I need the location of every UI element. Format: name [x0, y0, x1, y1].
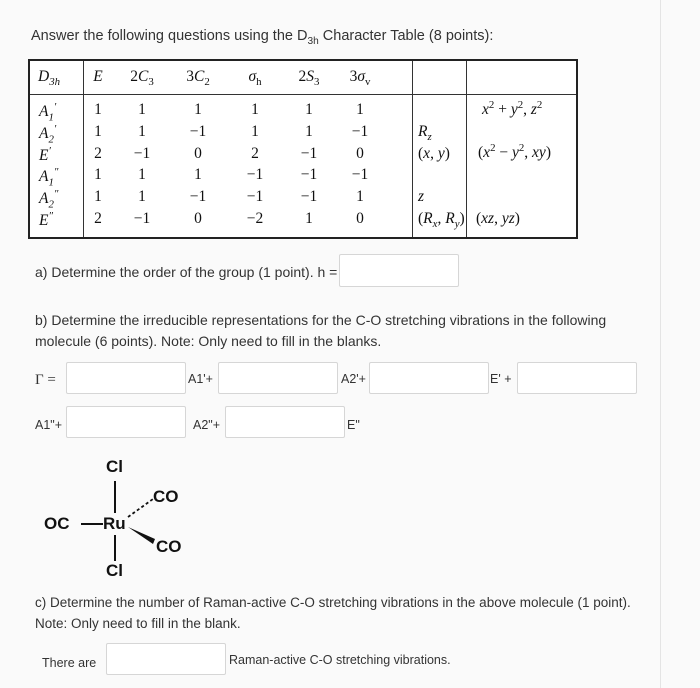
gamma-input-a1p[interactable] [66, 362, 186, 394]
linear-function: (x, y) [418, 145, 450, 162]
character-value: 1 [138, 123, 146, 140]
character-value: 1 [94, 123, 102, 140]
character-value: 2 [251, 145, 259, 162]
page-edge [660, 0, 661, 688]
character-value: 2 [94, 145, 102, 162]
linear-function: $R_z$ [418, 123, 432, 144]
prompt-text: Answer the following questions using the [31, 28, 297, 44]
carbonyl-left: OC [44, 514, 70, 533]
ruthenium-center: Ru [103, 514, 126, 533]
table-header-4: $\sigma_h$ [248, 68, 262, 89]
character-value: −1 [300, 166, 318, 183]
chloride-top: Cl [106, 457, 123, 476]
prompt-text-end: Character Table (8 points): [318, 28, 494, 44]
character-value: 0 [356, 210, 364, 227]
linear-function: ($R_x$, $R_y$) [418, 210, 465, 231]
table-header-6: $3\sigma_v$ [349, 68, 371, 89]
character-value: −1 [189, 123, 207, 140]
order-input[interactable] [339, 254, 459, 287]
gamma-input-ep[interactable] [369, 362, 489, 394]
character-value: 1 [356, 188, 364, 205]
character-value: 2 [94, 210, 102, 227]
chloride-bottom: Cl [106, 561, 123, 580]
irrep-label: $A_2''$ [39, 188, 59, 211]
character-value: −1 [300, 145, 318, 162]
e-double-prime-label: E" [347, 418, 360, 432]
character-value: 1 [305, 210, 313, 227]
character-value: 1 [138, 166, 146, 183]
character-value: 1 [305, 101, 313, 118]
character-value: −1 [133, 145, 151, 162]
character-value: −1 [300, 188, 318, 205]
table-header-2: $2C_3$ [130, 68, 154, 89]
character-value: 1 [194, 166, 202, 183]
irrep-label: E″ [39, 210, 53, 230]
carbonyl-upper-right: CO [153, 487, 179, 506]
gamma-input-a1pp[interactable] [517, 362, 637, 394]
character-value: 0 [194, 210, 202, 227]
character-value: −1 [351, 166, 369, 183]
a2-prime-label: A2'+ [341, 372, 366, 386]
character-value: −1 [133, 210, 151, 227]
irrep-label: E′ [39, 145, 51, 165]
gamma-label: Γ = [35, 372, 56, 388]
question-prompt [31, 28, 493, 47]
character-value: 1 [138, 101, 146, 118]
irrep-label: $A_1''$ [39, 166, 59, 189]
quadratic-function: (xz, yz) [476, 210, 520, 227]
part-c-text: c) Determine the number of Raman-active C-O stretching vibrations in the above molecule (1 point). Note: Only need to fill in the blank. [35, 595, 631, 631]
prompt-group-sub: 3h [307, 35, 319, 47]
linear-function: z [418, 188, 425, 205]
character-value: −1 [246, 166, 264, 183]
character-value: −1 [351, 123, 369, 140]
carbonyl-lower-right: CO [156, 537, 182, 556]
gamma-input-epp[interactable] [225, 406, 345, 438]
table-header-rule [30, 94, 576, 95]
character-value: 1 [138, 188, 146, 205]
table-group-label: $D_{3h}$ [38, 68, 61, 89]
part-a-text: a) Determine the order of the group (1 point). h = [35, 264, 338, 280]
prompt-group: D [297, 28, 308, 44]
irrep-label: $A_2'$ [39, 123, 57, 146]
character-value: 0 [194, 145, 202, 162]
a1-prime-label: A1'+ [188, 372, 213, 386]
character-value: −1 [246, 188, 264, 205]
character-value: 1 [194, 101, 202, 118]
table-header-5: $2S_3$ [298, 68, 320, 89]
character-value: 1 [94, 188, 102, 205]
gamma-input-a2pp[interactable] [66, 406, 186, 438]
a2-double-prime-label: A2"+ [193, 418, 221, 432]
character-value: 1 [251, 101, 259, 118]
character-table [28, 59, 578, 239]
part-b-text: b) Determine the irreducible representations for the C-O stretching vibrations in the following molecule (6 points). Note: Only need to fill in the blanks. [35, 312, 607, 349]
e-prime-label: E' + [490, 372, 512, 386]
a1-double-prime-label: A1"+ [35, 418, 63, 432]
quadratic-function: $x^2 + y^2$, $z^2$ [482, 99, 543, 119]
table-header-1: E [93, 68, 103, 85]
table-col-rule [466, 61, 467, 237]
character-value: 1 [356, 101, 364, 118]
character-value: 1 [94, 166, 102, 183]
character-value: 1 [251, 123, 259, 140]
character-value: 1 [305, 123, 313, 140]
there-are-label: There are [42, 656, 97, 670]
raman-count-input[interactable] [106, 643, 226, 675]
ru-complex-structure [40, 455, 200, 585]
raman-suffix-label: Raman-active C-O stretching vibrations. [229, 653, 451, 667]
character-value: −2 [246, 210, 264, 227]
quadratic-function: ($x^2 - y^2$, xy) [478, 142, 551, 162]
table-header-3: $3C_2$ [186, 68, 210, 89]
character-value: 0 [356, 145, 364, 162]
character-value: 1 [94, 101, 102, 118]
character-value: −1 [189, 188, 207, 205]
irrep-label: $A_1'$ [39, 101, 57, 124]
table-col-rule [412, 61, 413, 237]
gamma-input-a2p[interactable] [218, 362, 338, 394]
